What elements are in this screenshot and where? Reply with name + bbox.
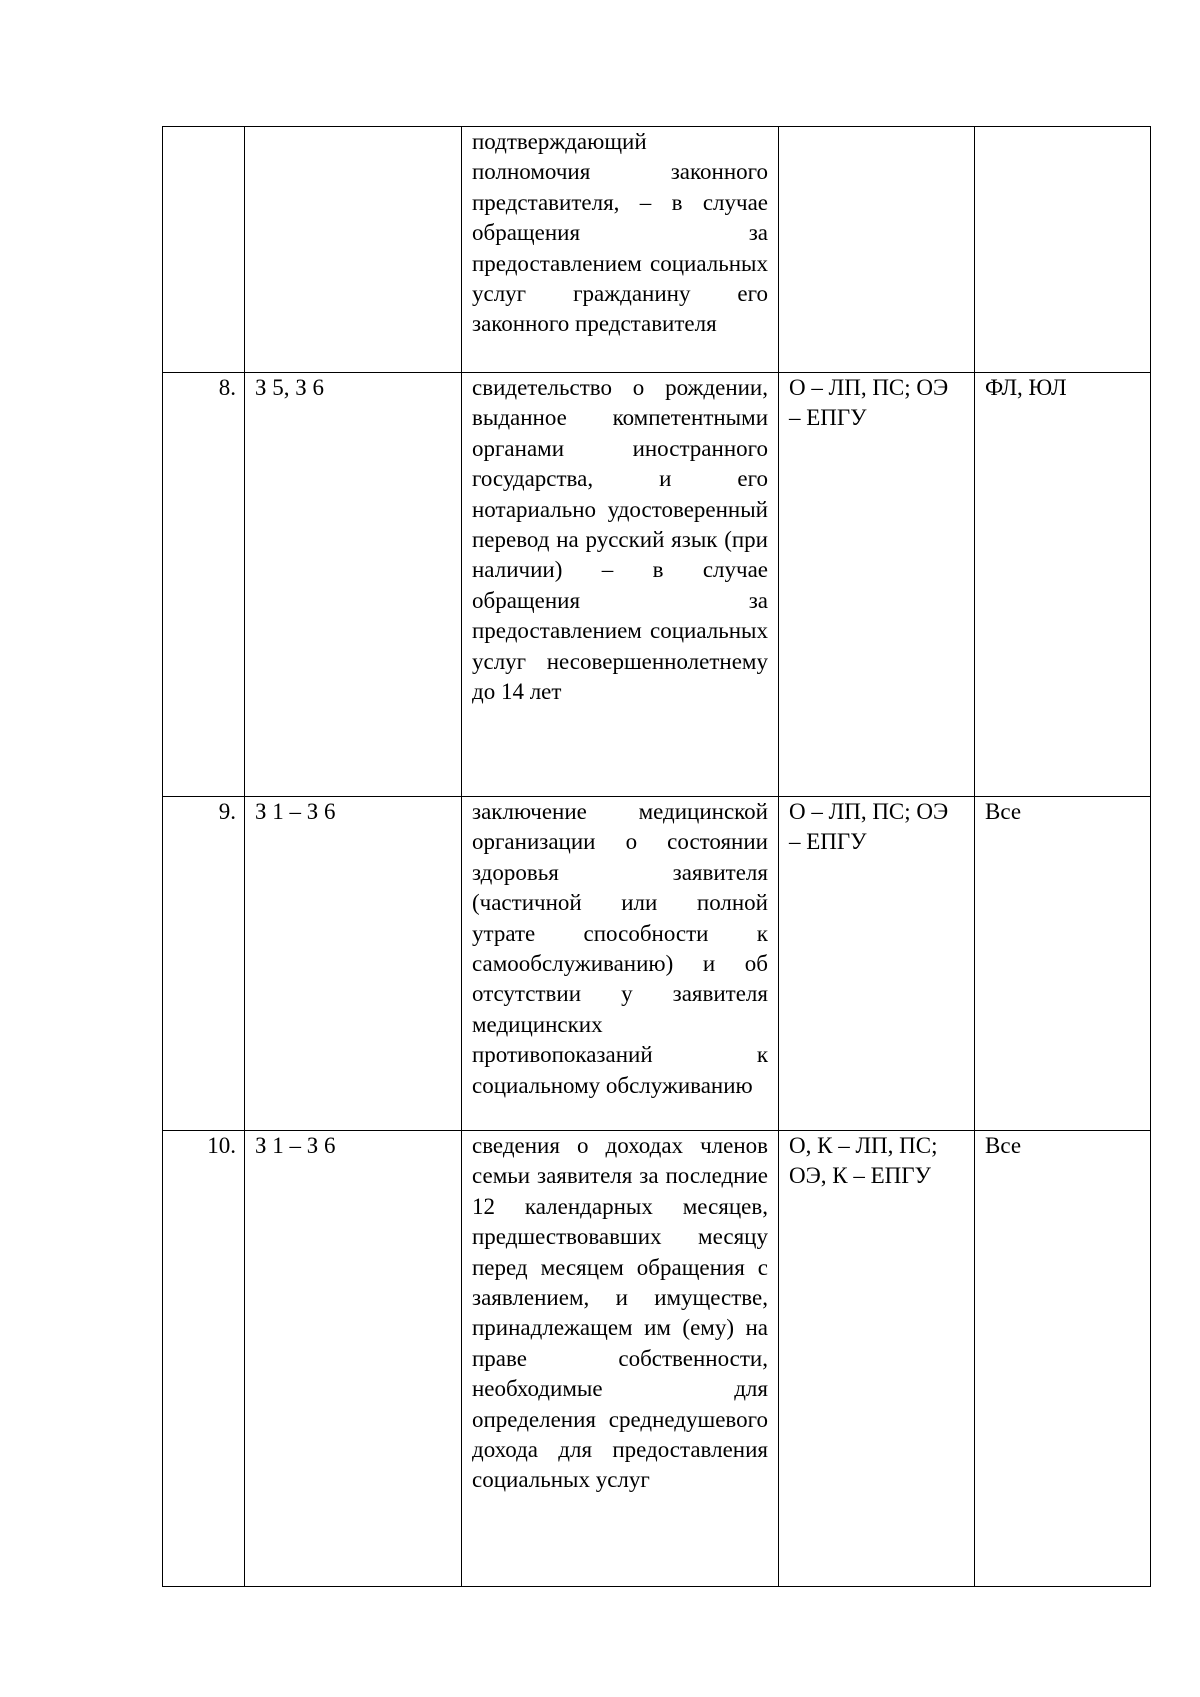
applicant-types: Все (975, 797, 1151, 1131)
table-row (163, 797, 1151, 1131)
submission-form: О – ЛП, ПС; ОЭ – ЕПГУ (779, 797, 975, 1131)
applicant-types (975, 127, 1151, 373)
row-number: 10. (163, 1131, 245, 1587)
requester-codes (245, 127, 462, 373)
requester-codes: З 1 – З 6 (245, 797, 462, 1131)
table-row (163, 1131, 1151, 1587)
document-description: заключение медицинской организации о состоянии здоровья заявителя (частичной или полной утрате способности к самообслуживанию) и об отсутствии у заявителя медицинских противопоказаний к социальному обслуживанию (462, 797, 779, 1131)
row-number: 8. (163, 373, 245, 797)
submission-form: О, К – ЛП, ПС; ОЭ, К – ЕПГУ (779, 1131, 975, 1587)
row-number: 9. (163, 797, 245, 1131)
table-row (163, 373, 1151, 797)
document-description: сведения о доходах членов семьи заявителя за последние 12 календарных месяцев, предшествовавших месяцу перед месяцем обращения с заявлением, и имуществе, принадлежащем им (ему) на праве собственности, необходимые для определения среднедушевого дохода для предоставления социальных услуг (462, 1131, 779, 1587)
applicant-types: Все (975, 1131, 1151, 1587)
submission-form (779, 127, 975, 373)
document-table (162, 126, 1151, 1587)
document-description: свидетельство о рождении, выданное компетентными органами иностранного государства, и его нотариально удостоверенный перевод на русский язык (при наличии) – в случае обращения за предоставлением социальных услуг несовершеннолетнему до 14 лет (462, 373, 779, 797)
submission-form: О – ЛП, ПС; ОЭ – ЕПГУ (779, 373, 975, 797)
requester-codes: З 1 – З 6 (245, 1131, 462, 1587)
row-number (163, 127, 245, 373)
table-row (163, 127, 1151, 373)
applicant-types: ФЛ, ЮЛ (975, 373, 1151, 797)
document-description: подтверждающий полномочия законного представителя, – в случае обращения за предоставлением социальных услуг гражданину его законного представителя (462, 127, 779, 373)
requester-codes: З 5, З 6 (245, 373, 462, 797)
